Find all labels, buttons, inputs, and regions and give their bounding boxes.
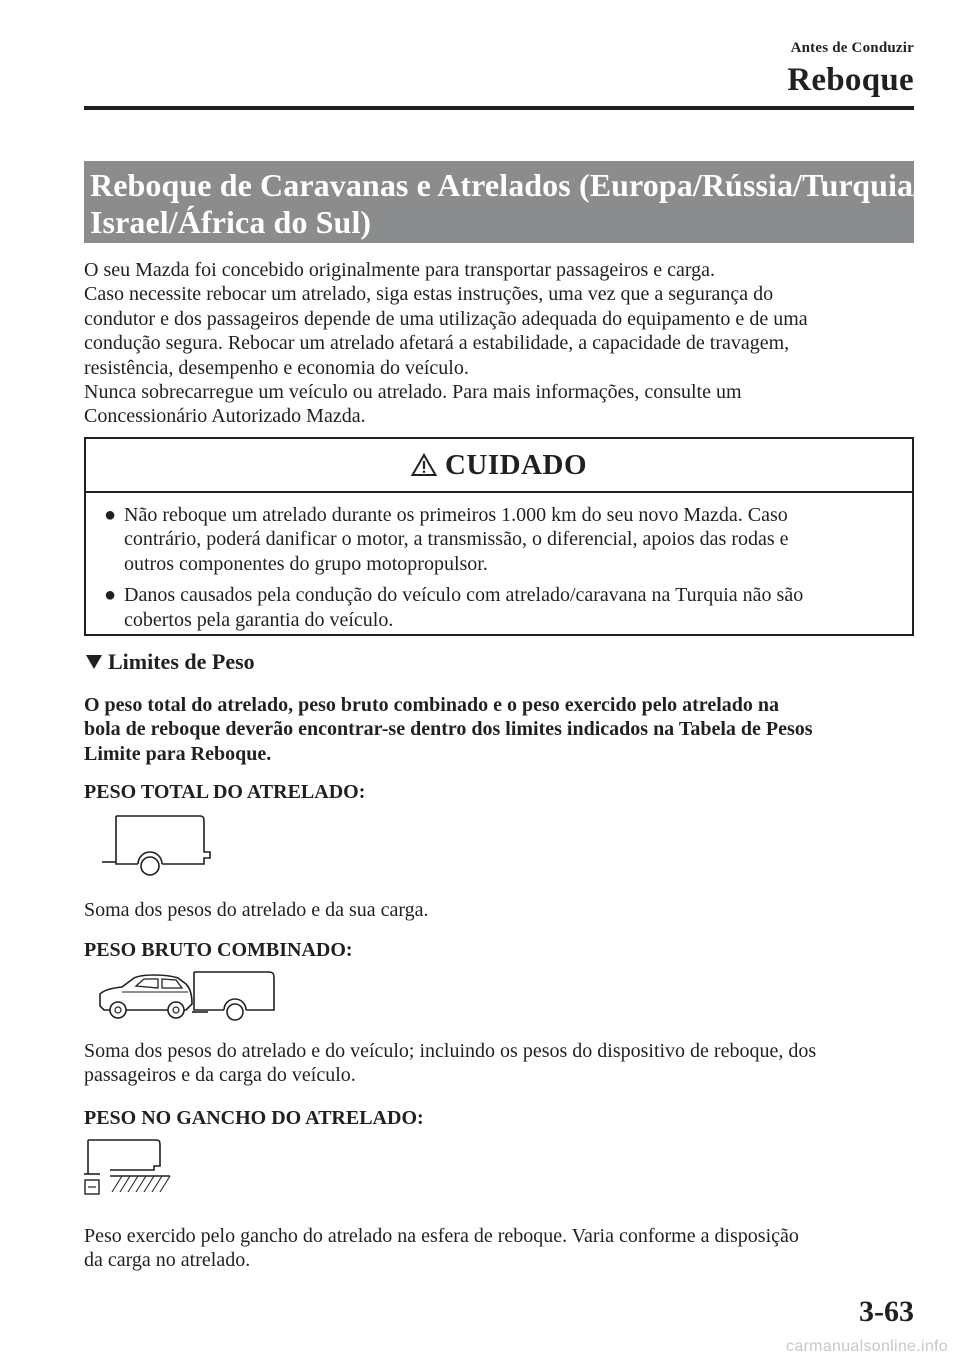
caution-header bbox=[86, 439, 912, 493]
intro-line: condutor e dos passageiros depende de uma utilização adequada do equipamento e de uma bbox=[84, 307, 808, 330]
combined-weight-label: PESO BRUTO COMBINADO: bbox=[84, 939, 353, 961]
warning-triangle-icon bbox=[411, 453, 437, 477]
caution-item bbox=[96, 583, 912, 632]
triangle-down-icon bbox=[84, 653, 104, 671]
section-banner bbox=[84, 161, 923, 243]
page-number: 3-63 bbox=[859, 1295, 914, 1328]
bullet: ● bbox=[103, 584, 117, 607]
caution-text-line: cobertos pela garantia do veículo. bbox=[124, 608, 394, 631]
caution-text-line: Não reboque um atrelado durante os primeiros 1.000 km do seu novo Mazda. Caso bbox=[124, 504, 788, 526]
caution-list bbox=[86, 493, 912, 632]
bold-line: bola de reboque deverão encontrar-se dentro dos limites indicados na Tabela de Pesos bbox=[84, 718, 813, 741]
hitch-weight-illustration bbox=[80, 1136, 180, 1200]
bold-line: Limite para Reboque. bbox=[84, 742, 272, 765]
section-name: Antes de Conduzir bbox=[790, 40, 914, 56]
trailer-weight-desc bbox=[84, 898, 429, 922]
trailer-illustration bbox=[100, 812, 220, 876]
desc-line: da carga no atrelado. bbox=[84, 1249, 251, 1272]
caution-box bbox=[84, 437, 914, 636]
caution-item bbox=[96, 503, 912, 576]
intro-line: Caso necessite rebocar um atrelado, siga estas instruções, uma vez que a segurança do bbox=[84, 283, 774, 306]
caution-text-line: outros componentes do grupo motopropulsor. bbox=[124, 552, 488, 575]
weight-limits-heading-text: Limites de Peso bbox=[108, 649, 255, 674]
intro-line: condução segura. Rebocar um atrelado afetará a estabilidade, a capacidade de travagem, bbox=[84, 332, 790, 355]
intro-paragraph bbox=[84, 258, 924, 429]
intro-line: Concessionário Autorizado Mazda. bbox=[84, 405, 366, 428]
banner-line-1: Reboque de Caravanas e Atrelados (Europa/Rússia/Turquia/ bbox=[90, 167, 923, 203]
intro-line: Nunca sobrecarregue um veículo ou atrelado. Para mais informações, consulte um bbox=[84, 381, 742, 404]
desc-line: Soma dos pesos do atrelado e da sua carga. bbox=[84, 899, 429, 921]
header-rule bbox=[84, 106, 914, 110]
trailer-weight-label: PESO TOTAL DO ATRELADO: bbox=[84, 781, 366, 803]
hitch-weight-desc bbox=[84, 1224, 799, 1273]
weight-limits-heading bbox=[84, 649, 255, 675]
desc-line: Soma dos pesos do atrelado e do veículo; incluindo os pesos do dispositivo de reboque, dos bbox=[84, 1040, 817, 1062]
desc-line: Peso exercido pelo gancho do atrelado na esfera de reboque. Varia conforme a disposição bbox=[84, 1225, 799, 1247]
page-title: Reboque bbox=[787, 62, 914, 98]
caution-text-line: contrário, poderá danificar o motor, a transmissão, o diferencial, apoios das rodas e bbox=[124, 528, 789, 551]
caution-text-line: Danos causados pela condução do veículo com atrelado/caravana na Turquia não são bbox=[124, 584, 804, 607]
banner-line-2: Israel/África do Sul) bbox=[90, 204, 372, 240]
intro-line: O seu Mazda foi concebido originalmente para transportar passageiros e carga. bbox=[84, 259, 716, 281]
watermark: carmanualsonline.info bbox=[786, 1338, 948, 1355]
desc-line: passageiros e da carga do veículo. bbox=[84, 1064, 356, 1087]
bold-line: O peso total do atrelado, peso bruto combinado e o peso exercido pelo atrelado na bbox=[84, 694, 779, 716]
weight-intro-paragraph bbox=[84, 693, 924, 766]
hitch-weight-label: PESO NO GANCHO DO ATRELADO: bbox=[84, 1107, 424, 1129]
intro-line: resistência, desempenho e economia do veículo. bbox=[84, 356, 469, 379]
combined-weight-desc bbox=[84, 1039, 816, 1088]
bullet: ● bbox=[103, 504, 117, 526]
car-and-trailer-illustration bbox=[96, 966, 286, 1028]
caution-title: CUIDADO bbox=[444, 448, 588, 481]
